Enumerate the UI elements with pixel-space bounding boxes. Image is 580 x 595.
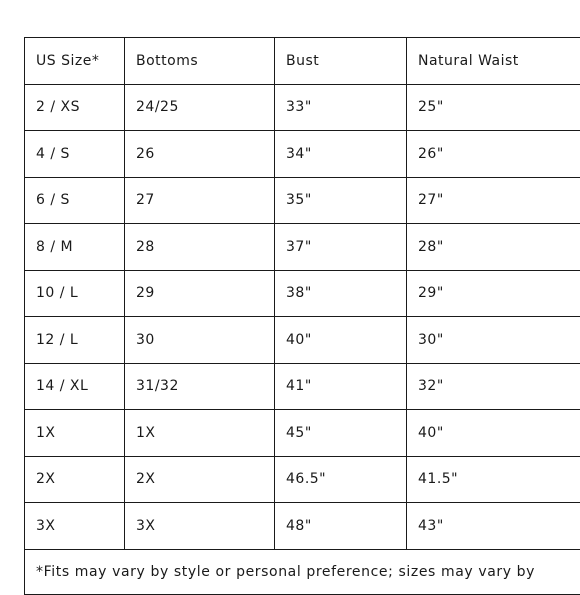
cell-natural-waist: 27" <box>407 177 580 224</box>
cell-us-size: 2X <box>25 456 125 503</box>
table-header-row <box>25 38 580 85</box>
table-row <box>25 270 580 317</box>
table-row <box>25 363 580 410</box>
cell-bust: 37" <box>275 224 407 271</box>
cell-bust: 35" <box>275 177 407 224</box>
table-row <box>25 456 580 503</box>
table-row <box>25 503 580 550</box>
cell-bust: 38" <box>275 270 407 317</box>
cell-natural-waist: 29" <box>407 270 580 317</box>
cell-bust: 41" <box>275 363 407 410</box>
cell-us-size: 1X <box>25 410 125 457</box>
table-row <box>25 131 580 178</box>
cell-us-size: 3X <box>25 503 125 550</box>
cell-bust: 33" <box>275 84 407 131</box>
footnote-row <box>25 549 580 594</box>
cell-bust: 46.5" <box>275 456 407 503</box>
header-bottoms: Bottoms <box>125 38 275 85</box>
cell-us-size: 14 / XL <box>25 363 125 410</box>
cell-natural-waist: 43" <box>407 503 580 550</box>
table-row <box>25 410 580 457</box>
cell-bust: 40" <box>275 317 407 364</box>
cell-natural-waist: 30" <box>407 317 580 364</box>
cell-bottoms: 24/25 <box>125 84 275 131</box>
cell-bottoms: 29 <box>125 270 275 317</box>
cell-natural-waist: 40" <box>407 410 580 457</box>
cell-bottoms: 2X <box>125 456 275 503</box>
cell-us-size: 2 / XS <box>25 84 125 131</box>
cell-natural-waist: 26" <box>407 131 580 178</box>
size-chart-table <box>24 37 580 595</box>
cell-bottoms: 31/32 <box>125 363 275 410</box>
cell-natural-waist: 28" <box>407 224 580 271</box>
cell-bottoms: 26 <box>125 131 275 178</box>
header-bust: Bust <box>275 38 407 85</box>
cell-us-size: 4 / S <box>25 131 125 178</box>
footnote-text: *Fits may vary by style or personal preference; sizes may vary by <box>25 549 580 594</box>
header-us-size: US Size* <box>25 38 125 85</box>
cell-bottoms: 27 <box>125 177 275 224</box>
table-row <box>25 177 580 224</box>
cell-bottoms: 3X <box>125 503 275 550</box>
cell-bust: 34" <box>275 131 407 178</box>
cell-us-size: 10 / L <box>25 270 125 317</box>
cell-us-size: 8 / M <box>25 224 125 271</box>
cell-us-size: 12 / L <box>25 317 125 364</box>
cell-bottoms: 28 <box>125 224 275 271</box>
cell-bottoms: 1X <box>125 410 275 457</box>
cell-bottoms: 30 <box>125 317 275 364</box>
cell-us-size: 6 / S <box>25 177 125 224</box>
cell-natural-waist: 25" <box>407 84 580 131</box>
cell-natural-waist: 32" <box>407 363 580 410</box>
cell-natural-waist: 41.5" <box>407 456 580 503</box>
table-row <box>25 317 580 364</box>
table-row <box>25 84 580 131</box>
cell-bust: 45" <box>275 410 407 457</box>
header-natural-waist: Natural Waist <box>407 38 580 85</box>
table-row <box>25 224 580 271</box>
cell-bust: 48" <box>275 503 407 550</box>
